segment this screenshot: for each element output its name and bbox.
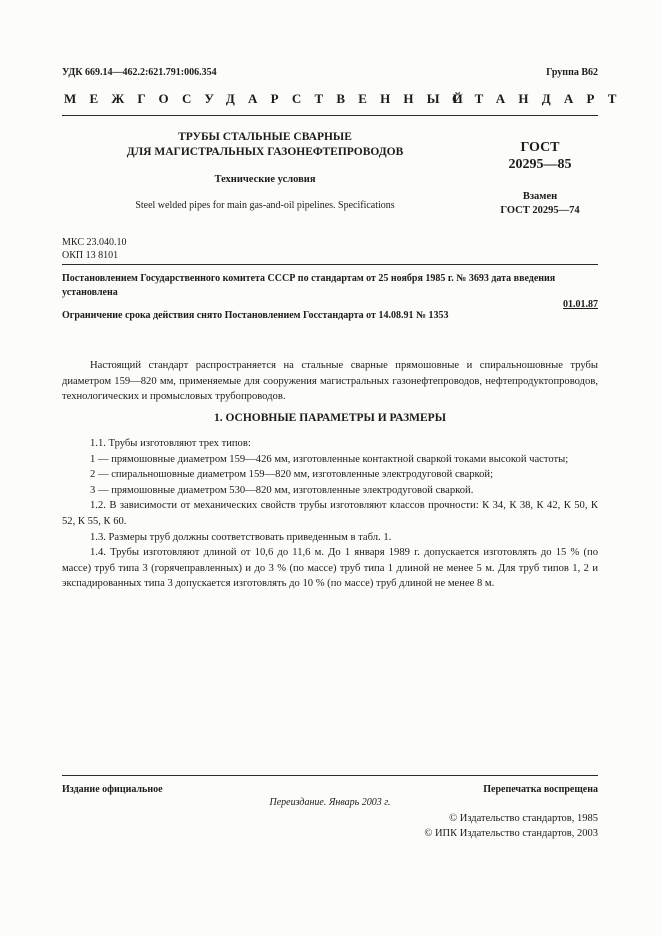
clause-1-4: 1.4. Трубы изготовляют длиной от 10,6 до 11,6 м. До 1 января 1989 г. допускается изготовлять до 15 % (по массе) труб типа 3 (горячеправленных) и до 3 % (по массе) труб типа 1 длиной не менее 5 м. Для труб типов 1, 2 и экспадированных типа 3 допускается изготовлять до 10 % (по массе) труб длиной не менее 8 м. [62,547,598,590]
group-code: Группа В62 [546,67,598,78]
document-title [110,130,420,160]
gost-label: ГОСТ [520,140,560,155]
decree-text: Постановлением Государственного комитета СССР по стандартам от 25 ноября 1985 г. № 3693 дата введения установлена [62,273,556,298]
replaces-label: Взамен [522,191,558,202]
gost-designation [490,139,590,173]
reissue-note: Переиздание. Январь 2003 г. [269,797,391,808]
type-2-item: 2 — спиральношовные диаметром 159—820 мм, изготовленные электродуговой сваркой; [90,469,494,481]
scope-paragraph [62,358,598,405]
replaces-standard: ГОСТ 20295—74 [500,205,580,216]
mks-code: МКС 23.040.10 [62,237,127,248]
effective-date: 01.01.87 [563,299,598,310]
footer-rule [62,775,598,776]
udk-code: УДК 669.14—462.2:621.791:006.354 [62,67,217,78]
english-title: Steel welded pipes for main gas-and-oil pipelines. Specifications [135,200,395,211]
type-1-item: 1 — прямошовные диаметром 159—426 мм, изготовленные контактной сваркой токами высокой частоты; [90,453,569,465]
banner-interstate: МЕЖГОСУДАРСТВЕННЫЙ [64,91,476,106]
scope-text: Настоящий стандарт распространяется на стальные сварные прямошовные и спиральношовные трубы диаметром 159—820 мм, применяемые для сооружения магистральных газонефтепроводов, нефтепродуктопроводов, технологических и промысловых трубопроводов. [62,360,598,403]
official-edition: Издание официальное [62,784,163,795]
header-rule [62,115,598,116]
replaces-block [480,190,600,218]
banner-standard: СТАНДАРТ [452,91,630,106]
section-body [62,436,598,592]
title-line-2: ДЛЯ МАГИСТРАЛЬНЫХ ГАЗОНЕФТЕПРОВОДОВ [126,146,404,158]
clause-1-2: 1.2. В зависимости от механических свойств трубы изготовляют классов прочности: К 34, К 38, К 42, К 50, К 52, К 55, К 60. [62,500,598,527]
gost-number: 20295—85 [508,157,572,172]
clause-1-1: 1.1. Трубы изготовляют трех типов: [90,438,251,449]
copyright-1985: © Издательство стандартов, 1985 [449,813,598,824]
limit-removed-text: Ограничение срока действия снято Постановлением Госстандарта от 14.08.91 № 1353 [62,310,449,321]
classification-codes [62,236,126,262]
reprint-notice: Перепечатка воспрещена [483,784,598,795]
title-line-1: ТРУБЫ СТАЛЬНЫЕ СВАРНЫЕ [178,131,352,143]
clause-1-3: 1.3. Размеры труб должны соответствовать приведенным в табл. 1. [90,531,392,543]
section-heading: 1. ОСНОВНЫЕ ПАРАМЕТРЫ И РАЗМЕРЫ [213,412,447,424]
decree-rule [62,264,598,265]
document-subtitle: Технические условия [214,174,316,185]
okp-code: ОКП 13 8101 [62,250,119,261]
type-3-item: 3 — прямошовные диаметром 530—820 мм, изготовленные электродуговой сваркой. [90,484,474,496]
copyright-2003: © ИПК Издательство стандартов, 2003 [424,828,598,839]
